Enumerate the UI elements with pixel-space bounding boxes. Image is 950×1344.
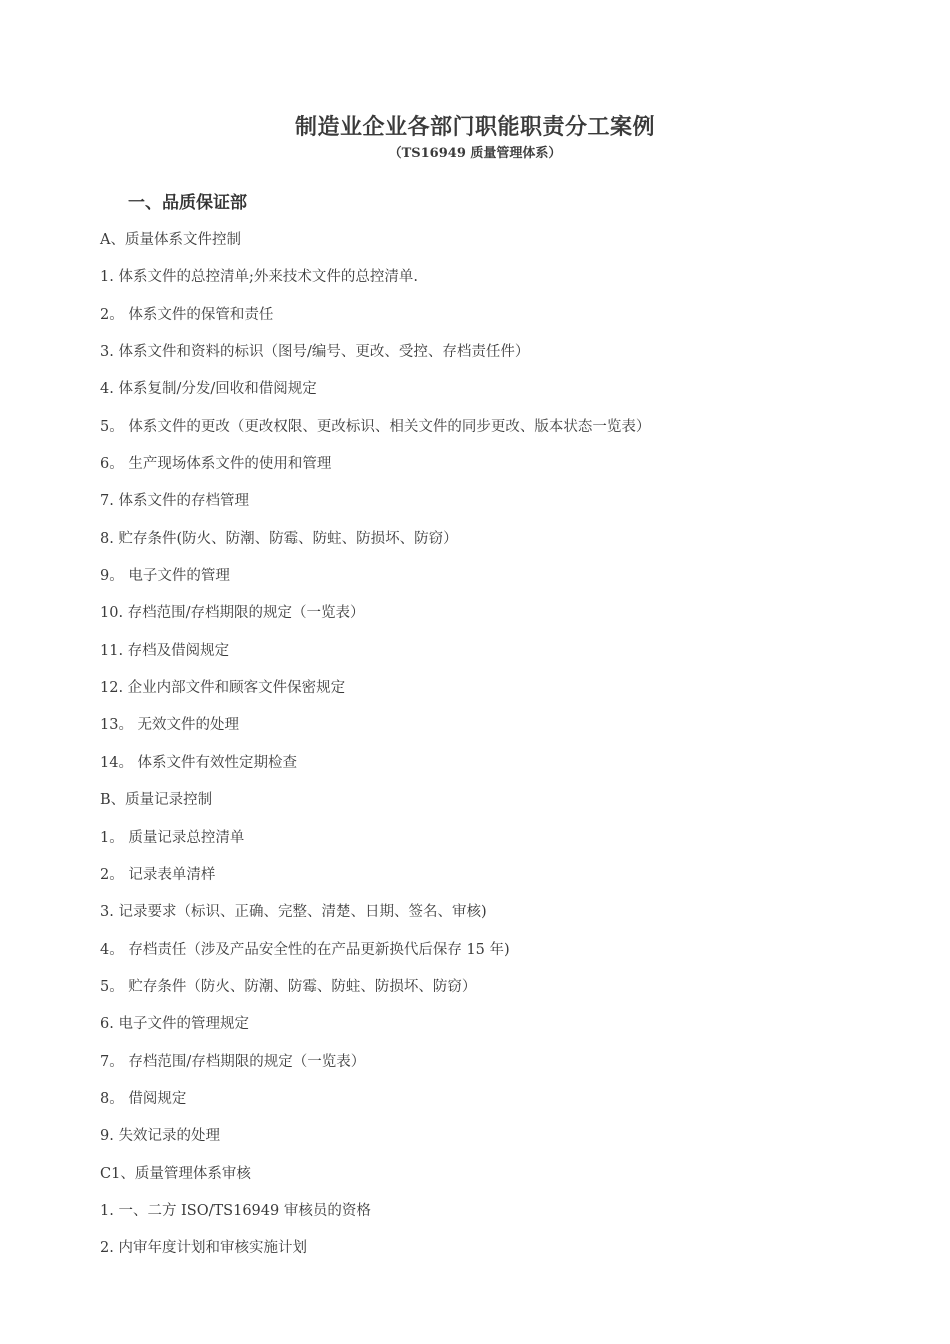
line-item: 11. 存档及借阅规定 bbox=[100, 642, 230, 659]
document-subtitle: （TS16949 质量管理体系） bbox=[388, 146, 562, 161]
line-item: 14。 体系文件有效性定期检查 bbox=[100, 754, 298, 771]
line-item: 1. 体系文件的总控清单;外来技术文件的总控清单. bbox=[100, 269, 418, 286]
line-item: 7. 体系文件的存档管理 bbox=[100, 493, 249, 510]
line-item: 10. 存档范围/存档期限的规定（一览表） bbox=[100, 605, 365, 622]
line-item: 13。 无效文件的处理 bbox=[100, 717, 240, 734]
line-item: 5。 贮存条件（防火、防潮、防霉、防蛀、防损坏、防窃） bbox=[100, 978, 477, 995]
line-item: 4. 体系复制/分发/回收和借阅规定 bbox=[100, 381, 317, 398]
document-title: 制造业企业各部门职能职责分工案例 bbox=[294, 114, 655, 140]
line-item: 2。 记录表单清样 bbox=[100, 866, 216, 883]
line-item: 12. 企业内部文件和顾客文件保密规定 bbox=[100, 680, 346, 697]
line-item: 9. 失效记录的处理 bbox=[100, 1128, 220, 1145]
line-item: B、质量记录控制 bbox=[100, 792, 213, 809]
line-item: 1。 质量记录总控清单 bbox=[100, 829, 245, 846]
line-item: A、质量体系文件控制 bbox=[100, 232, 241, 248]
line-item: 4。 存档责任（涉及产品安全性的在产品更新换代后保存 15 年) bbox=[100, 941, 510, 958]
line-item: 1. 一、二方 ISO/TS16949 审核员的资格 bbox=[100, 1202, 371, 1219]
line-item: 3. 记录要求（标识、正确、完整、清楚、日期、签名、审核) bbox=[100, 904, 487, 921]
line-item: 3. 体系文件和资料的标识（图号/编号、更改、受控、存档责任件） bbox=[100, 344, 530, 361]
line-item: 2。 体系文件的保管和责任 bbox=[100, 306, 274, 323]
line-item: 6. 电子文件的管理规定 bbox=[100, 1016, 249, 1033]
line-item: 7。 存档范围/存档期限的规定（一览表） bbox=[100, 1053, 366, 1070]
line-item: 6。 生产现场体系文件的使用和管理 bbox=[100, 456, 332, 473]
section-heading: 一、品质保证部 bbox=[128, 193, 247, 213]
line-item: 5。 体系文件的更改（更改权限、更改标识、相关文件的同步更改、版本状态一览表） bbox=[100, 418, 651, 435]
content-lines bbox=[100, 228, 860, 1274]
line-item: 9。 电子文件的管理 bbox=[100, 568, 230, 585]
line-item: C1、质量管理体系审核 bbox=[100, 1165, 251, 1182]
line-item: 8。 借阅规定 bbox=[100, 1090, 187, 1107]
line-item: 2. 内审年度计划和审核实施计划 bbox=[100, 1240, 307, 1257]
line-item: 8. 贮存条件(防火、防潮、防霉、防蛀、防损坏、防窃） bbox=[100, 530, 458, 547]
